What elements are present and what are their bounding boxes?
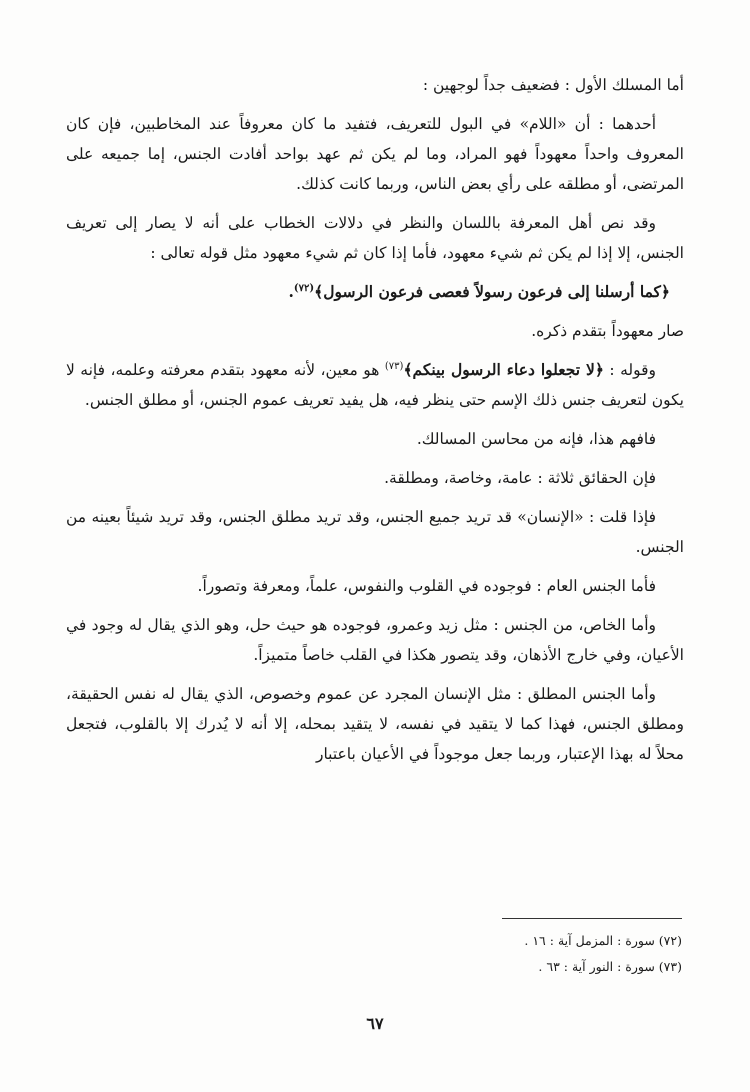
paragraph-6-start: وقوله : <box>603 361 657 379</box>
paragraph-6 <box>66 355 684 415</box>
verse-end-punct: . <box>288 282 294 301</box>
paragraph-7: فافهم هذا، فإنه من محاسن المسالك. <box>416 430 656 448</box>
paragraph-3: وقد نص أهل المعرفة باللسان والنظر في دلالات الخطاب على أنه لا يصار إلى تعريف الجنس، إلا إذا لم يكن ثم شيء معهود، فأما إذا كان ثم شيء معهود مثل قوله تعالى : <box>66 214 684 262</box>
footnote-ref-73: (٧٣) <box>384 360 404 372</box>
paragraph-8: فإن الحقائق ثلاثة : عامة، وخاصة، ومطلقة. <box>384 469 656 487</box>
footnote-72: (٧٢) سورة : المزمل آية : ١٦ . <box>524 933 682 948</box>
paragraph-11: وأما الخاص، من الجنس : مثل زيد وعمرو، فوجوده هو حيث حل، وهو الذي يقال له وجود في الأعيان، وفي خارج الأذهان، وقد يتصور هكذا في القلب خاصاً متميزاً. <box>66 616 684 664</box>
footnote-divider <box>502 918 682 919</box>
paragraph-12: وأما الجنس المطلق : مثل الإنسان المجرد عن عموم وخصوص، الذي يقال له نفس الحقيقة، ومطلق الجنس، فهذا كما لا يتقيد في نفسه، لا يتقيد بمحله، إلا أنه لا يُدرك إلا بالقلوب، فتجعل محلاً له بهذا الإعتبار، وربما جعل موجوداً في الأعيان باعتبار <box>66 685 684 763</box>
paragraph-9: فإذا قلت : «الإنسان» قد تريد جميع الجنس، وقد تريد مطلق الجنس، وقد تريد شيئاً بعينه من الجنس. <box>66 508 684 556</box>
paragraph-4-verse <box>66 277 684 307</box>
paragraph-6-rest: هو معين، لأنه معهود بتقدم معرفته وعلمه، فإنه لا يكون لتعريف جنس ذلك الإسم حتى ينظر فيه، هل يفيد تعريف عموم الجنس، أو مطلق الجنس. <box>66 361 684 409</box>
paragraph-1: أما المسلك الأول : فضعيف جداً لوجهين : <box>422 76 684 94</box>
footnote-ref-72: (٧٢) <box>293 282 315 294</box>
quran-verse-1: ﴿كما أرسلنا إلى فرعون رسولاً فعصى فرعون الرسول﴾ <box>314 282 670 301</box>
paragraph-2: أحدهما : أن «اللام» في البول للتعريف، فتفيد ما كان معروفاً عند المخاطبين، فإن كان المعروف واحداً معهوداً فهو المراد، وما لم يكن ثم عهد بواحد أفادت الجنس، إما جميعه على المرتضى، أو مطلقه على رأي بعض الناس، وربما كانت كذلك. <box>66 115 684 193</box>
page-number: ٦٧ <box>366 1014 384 1033</box>
paragraph-5: صار معهوداً بتقدم ذكره. <box>531 322 684 340</box>
quran-verse-2: ﴿لا تجعلوا دعاء الرسول بينكم﴾ <box>403 360 604 379</box>
paragraph-10: فأما الجنس العام : فوجوده في القلوب والنفوس، علماً، ومعرفة وتصوراً. <box>197 577 656 595</box>
main-text <box>66 70 684 778</box>
footnote-73: (٧٣) سورة : النور آية : ٦٣ . <box>538 959 682 974</box>
footnotes <box>66 928 682 980</box>
